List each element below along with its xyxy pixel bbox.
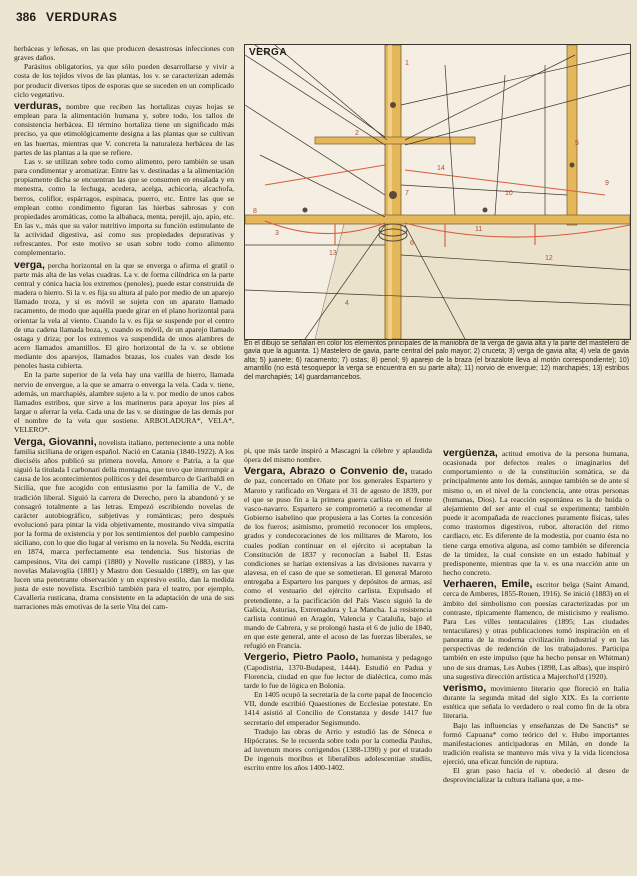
figure-label: 14 [437,165,445,172]
figure-label: 9 [605,180,609,187]
figure-label: 11 [475,226,483,233]
figure-label: 8 [253,208,257,215]
dictionary-entry [14,99,234,157]
entry-text: tratado de paz, concertado en Oñate por los generales Espartero y Maroto y ratificado en Vergara el 31 de agosto de 1839, por el que se puso fin a la primera guerra carlista en el frente vasco-navarro. Espartero se comprometió a recomendar al Gobierno isabelino que propusiera a las Cortes la concesión de los fueros; asimismo, prometió reconocer los empleos, grados y condecoraciones de los militares de Maroto, los cuales podían continuar en el ejército si aceptaban la Constitución de 1837 y reconocían a Isabel II. Estas condiciones se harían extensivas a las divisiones navarra y alavesa, en el caso de que se sometieran. El general Maroto entregaba a Espartero los parques y depósitos de armas, así como el vestuario del ejército carlista. Expulsado el pretendiente, a la pacificación del País Vasco siguió la de Galicia, Asturias, Extremadura y La Mancha. La resistencia carlista continuó en Aragón, Valencia y Cataluña, bajo el mando de Cabrera, y se prolongó hasta el 6 de julio de 1840, en que este general, ante el acoso de las fuerzas liberales, se refugió en Francia. [244,467,432,651]
figure-label: 6 [410,240,414,247]
figure-label: 13 [329,250,337,257]
entry-headword: verga, [14,258,45,271]
yard-shape [245,215,630,224]
dictionary-entry [244,653,432,690]
page-number: 386 [16,10,37,24]
entry-text: percha horizontal en la que se enverga o afirma el gratil o parte más alta de las velas cuadras. La v. de forma cilíndrica en la parte central y cónica hacia los extremos (penoles), puede estar construida de madera o hierro. Si la v. es fija su altura al palo por medio de un aparejo llamado troza, y si es móvil se sujeta con un aparato llamado racamento, de modo que aquélla puede girar en el plano horizontal para orientar la vela al viento. Cuando la v. es fija se suspende por el centro de una cadena llamada boza, y, cuando es móvil, de un aparejo llamado ostaga y driza; por los extremos va suspendida de unos alambres de acero llamados amantillos. El giro horizontal de la v. se obtiene mediante dos aparejos, llamados brazas, los cuales van desde los penoles hasta cubierta. [14,260,234,371]
entry-headword: vergüenza, [443,447,498,459]
figure-label: 3 [275,230,279,237]
paragraph: Parásitos obligatorios, ya que sólo pueden desarrollarse y vivir a costa de los tejidos vivos de las plantas, los v. se caracterizan además por producir diversos tipos de esporas que se suceden en un complicado ciclo vegetativo. [14,62,234,99]
entry-text: nombre que reciben las hortalizas cuyas hojas se emplean para la alimentación humana y, sobre todo, los tallos de consistencia herbácea. El término hortaliza tiene un significado más preciso, ya que etimológicamente designa a las plantas que se cultivan en las huertas, mientras que V. concreta la naturaleza herbácea de las partes de las plantas a la que se refiere. [14,101,234,157]
entry-headword: verduras, [14,99,62,112]
paragraph: Las v. se utilizan sobre todo como alimento, pero también se usan para condimentar y aromatizar. Entre las v. destinadas a la alimentación propiamente dicha se encuentran las que se consumen en ensalada y en menestra, como la lechuga, acedera, acelga, achicoria, alcachofa, berros, coliflor, espárragos, espinaca, puerro, etc. Entre las que se emplean como condimento figuran las hierbas sabrosas y con propiedades aromáticas, como la albahaca, menta, perejil, ajo, apio, etc. En las v., más que su valor nutritivo importa su función estimulante de la actividad digestiva, así como sus propiedades depurativas y refrescantes. Por este motivo se usan sobre todo como alimento complementario. [14,156,234,258]
entry-headword: Verhaeren, Emile, [443,578,533,591]
figure-caption: En el dibujo se señalan en color los elementos principales de la maniobra de la verga de gavia alta y la parte del mastelero de gavia que la aguanta. 1) Mastelero de gavia, parte central del palo mayor; 2) cruceta; 3) verga de gavia alta; 4) vela de gavia alta; 5) juanete; 6) racamento; 7) ostas; 8) penol; 9) aparejo de la braza (el brazalote lleva al motón correspondiente); 10) amantillo (no está tesoquepor la verga se encuentra en su parte alta); 11) norvio de envergue; 12) marchapiés; 13) estribos del marchapiés; 14) guardamancebos. [244,340,629,381]
running-title: VERDURAS [46,10,118,24]
dictionary-entry [244,467,432,650]
paragraph: En la parte superior de la vela hay una varilla de hierro, llamada nervio de envergue, a la que se amarra o enverga la vela. Cada v. tiene, además, un marchapiés, alambre sujeto a la v. por medio de unos cabos llamados estribos, que sirve a los marineros para apoyar los pies al largar o aferrar la vela. Cada una de las v. se distingue de las demás por el nombre de la vela que sostiene. ARBOLADURA*, VELA*, VELERO*. [14,370,234,435]
entry-headword: Vergerio, Pietro Paolo, [244,651,359,664]
dictionary-entry [443,580,629,681]
paragraph: pi, que más tarde inspiró a Mascagni la célebre y aplaudida ópera del mismo nombre. [244,446,432,465]
dictionary-entry [14,258,234,371]
paragraph: herbáceas y leñosas, en las que producen desastrosas infecciones con graves daños. [14,44,234,63]
figure-label: 12 [545,255,553,262]
figure-label: 2 [355,130,359,137]
figure-label: 5 [575,140,579,147]
paragraph: En 1405 ocupó la secretaría de la corte papal de Inocencio VII, donde escribió Quaestiones de Ecclesiae potestate. En 1414 asistió al Concilio de Constanza y desde 1417 fue secretario del emperador Segismundo. [244,690,432,727]
text-column-middle [244,446,432,772]
entry-text: movimiento literario que floreció en Italia durante la segunda mitad del siglo XIX. Es la corriente estética que señala lo verdadero o real como fin de la obra literaria. [443,683,629,721]
entry-text: novelista italiano, perteneciente a una noble familia siciliana de origen español. Nació en Catania (1840-1922). A los dieciséis años publicó su primera novela, Amore e Patria, a la que siguió la titulada I carbonari della montagna, que tuvo que interrumpir a causa de los acontecimientos políticos y del desembarco de Garibaldi en Sicilia, que fue acogido con entusiasmo por la familia de V., de tradición liberal. Siguió la carrera de Derecho, pero la abandonó y se consagró totalmente a las letras. Empezó escribiendo novelas de carácter autobiográfico, subjetivas y románticas; pero después evolucionó para pintar la vida objetivamente, mostrando viva simpatía por la forma de existencia y por los sentimientos del pueblo campesino siciliano, con lo que dio lugar al verismo en la novela. Su Nedda, escrita en 1874, marca perfectamente esa tendencia. Sus historias de campesinos, Vita dei campi (1880) y Novelle rusticane (1883), y las novelas Malavoglia (1881) y Mastro don Gesualdo (1889), en las que lucen una penetrante observación y un expresivo estilo, dan la medida justa de este novelista. Escribió también para el teatro, por ejemplo, Cavalleria rusticana, drama consistente en la adaptación de una de sus narraciones más emotivas de la serie Vita dei cam- [14,437,234,612]
figure-label: 4 [345,300,349,307]
entry-text: actitud emotiva de la persona humana, ocasionada por defectos reales o imaginarios del comportamiento o de la constitución somática, se da principalmente ante los demás, aunque también se de ante sí mismo o, en el nivel de la conciencia, ante otras personas (humanas, Dios). La reacción espontánea es la de huida o alejamiento del ser ante el cual se experimenta; también puede ir acompañada de reacciones puramente físicas, tales como trastornos digestivos, rubor, alteración del ritmo cardíaco, etc. Es diferente de la modestia, por cuanto ésta no tiene carga emotiva alguna, así como también se diferencia de la timidez, la cual consiste en un estado habitual y predisponente, mientras que la v. es una reacción ante un hecho concreto. [443,449,629,578]
paragraph: El gran paso hacia el v. obedeció al deseo de desprovincializar la cultura italiana que, a me- [443,766,629,785]
entry-headword: Vergara, Abrazo o Convenio de, [244,465,408,478]
entry-text: escritor belga (Saint Amand, cerca de Amberes, 1855-Rouen, 1916). Se inició (1883) en el ámbito del simbolismo con poesías caracterizadas por un contraste, típicamente flamenco, de misticismo y realismo. Para Les villes tentaculaires (1895; Las ciudades tentaculares) y otras publicaciones tomó inspiración en el panorama de la moderna civilización industrial y en las perspectivas de redención de los trabajadores. Participa también en este impulso (que ha hecho pensar en Whitman) uno de sus dramas, Les Aubes (1898, Las albas), que inspiró una sugestiva dirección artística a Majerchol'd (1920). [443,580,629,681]
figure-label: 1 [405,60,409,67]
dictionary-entry [14,435,234,612]
paragraph: Bajo las influencias y enseñanzas de De Sanctis* se formó Capuana* como teórico del v. Hubo importantes manifestaciones anticipadoras en Milán, en donde la tradición realista se mantuvo más viva y la vida licenciosa ejerció, una eficaz función de ruptura. [443,720,629,767]
dictionary-entry [443,449,629,577]
figure-title: VERGA [249,47,288,58]
figure-verga [244,44,631,340]
text-column-left [14,44,234,612]
text-column-right [443,446,629,785]
dictionary-entry [443,681,629,721]
figure-label: 10 [505,190,513,197]
paragraph: Tradujo las obras de Arrio y estudió las de Séneca e Hipócrates. Se le recuerda sobre todo por la comedia Paulus, ad iuvenum mores corrigendos (1388-1390) y por el tratado De ingenuis moribus et liberalibus adolescentiae studiis, escrito entre los años 1400-1402. [244,726,432,773]
figure-label: 7 [405,190,409,197]
entry-headword: verismo, [443,681,487,694]
entry-text: humanista y pedagogo (Capodistria, 1370-Budapest, 1444). Estudió en Padua y Florencia, ciudad en que fue lector de dialéctica, como más tarde lo fue de lógica en Bolonia. [244,653,432,690]
rigging-illustration [245,45,630,339]
entry-headword: Verga, Giovanni, [14,435,97,448]
page-header [10,6,627,28]
